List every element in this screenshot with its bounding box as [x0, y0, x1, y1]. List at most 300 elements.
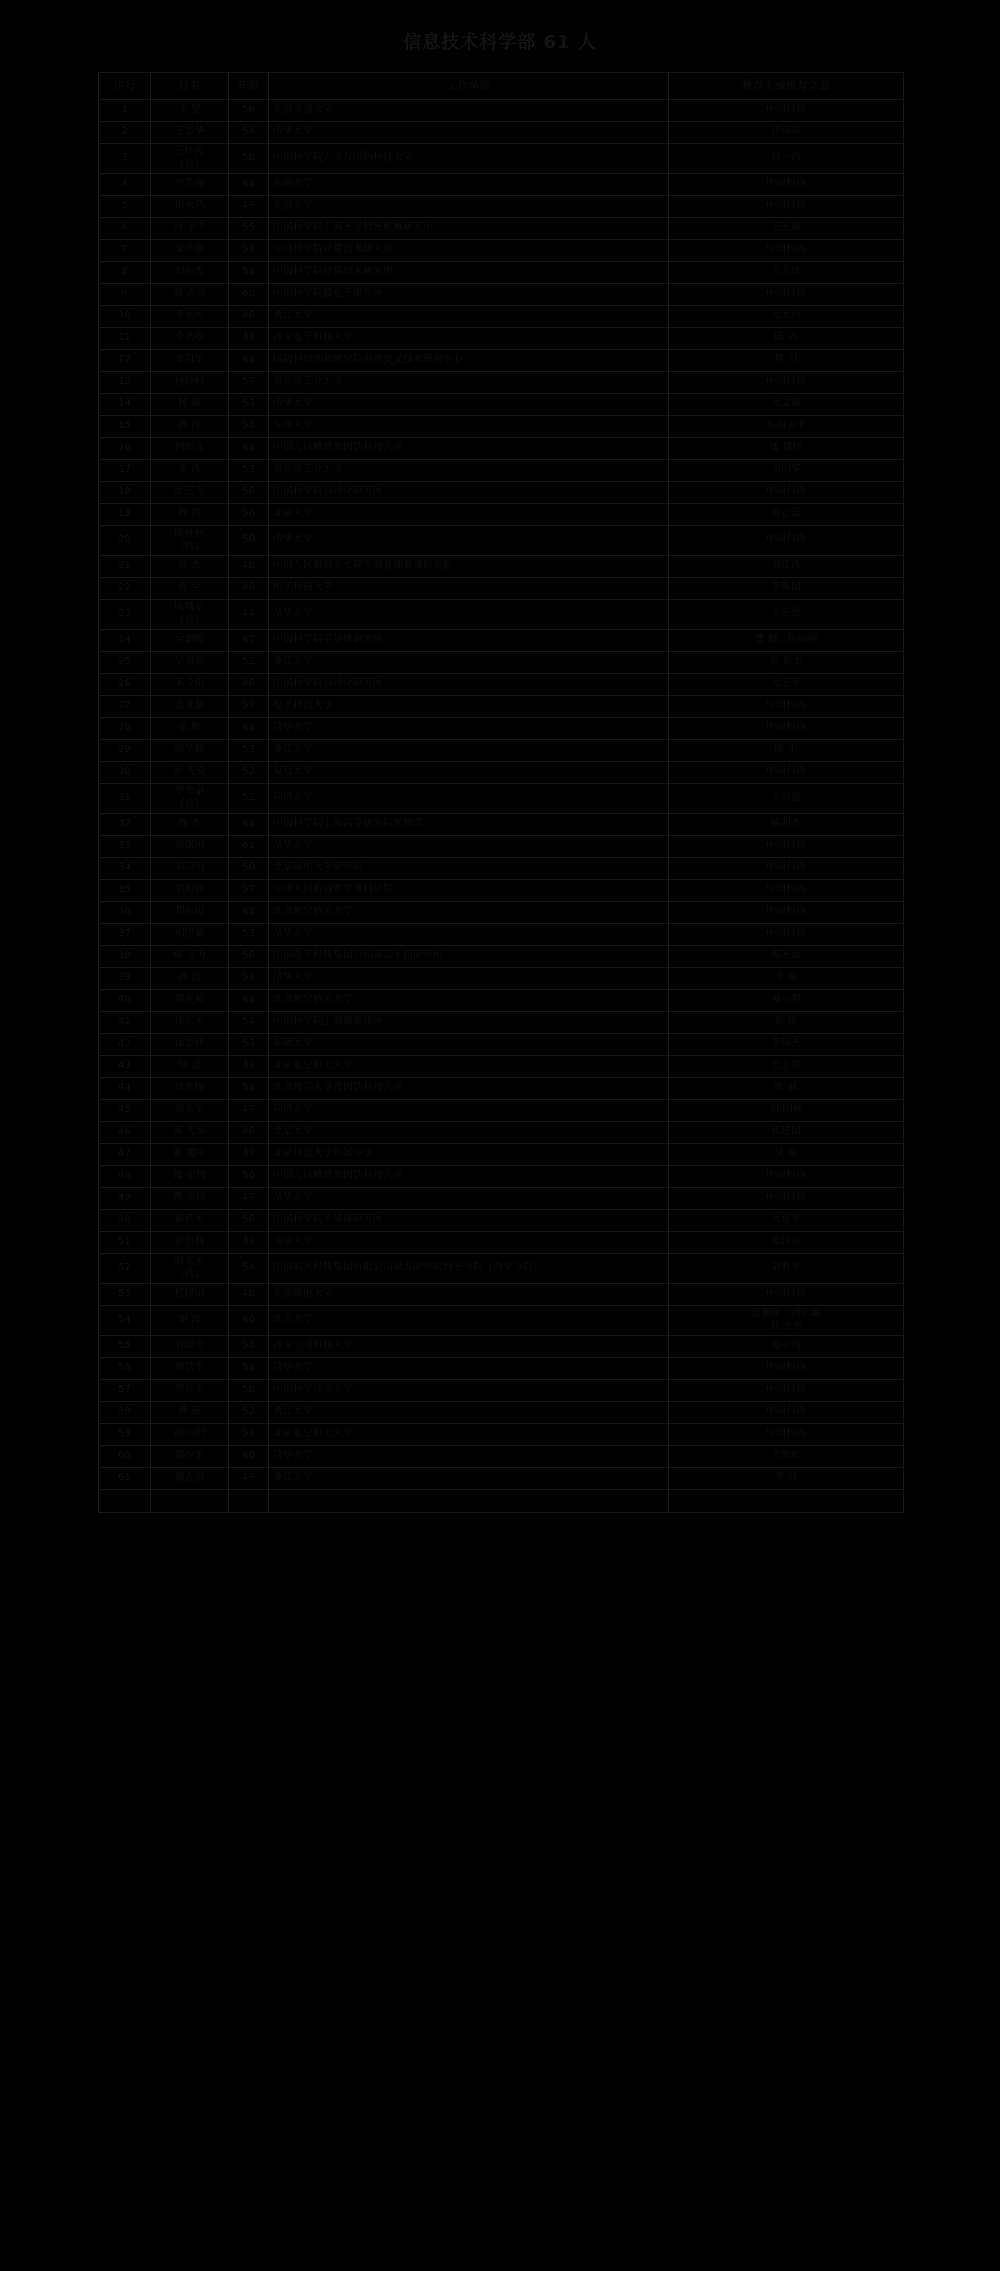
cell-seq: 13: [99, 372, 151, 394]
cell-name: 刘志杰: [151, 262, 229, 284]
cell-recommender: 中国科协: [669, 924, 904, 946]
cell-unit: 清华大学: [269, 122, 669, 144]
cell-unit: 南京大学: [269, 1232, 669, 1254]
column-header-seq: 序号: [99, 73, 151, 100]
cell-recommender: 吴宏军: [669, 674, 904, 696]
table-row: [99, 740, 904, 762]
cell-age: 49: [229, 1468, 269, 1490]
cell-name: 何昭文: [151, 438, 229, 460]
cell-recommender: 中国科协: [669, 1166, 904, 1188]
cell-age: 58: [229, 144, 269, 174]
table-row: [99, 1122, 904, 1144]
table-row: [99, 372, 904, 394]
cell-unit: 浙江大学: [269, 652, 669, 674]
table-row: [99, 836, 904, 858]
cell-age: 48: [229, 902, 269, 924]
cell-recommender: 王光辉: [669, 218, 904, 240]
table-row: [99, 218, 904, 240]
cell-recommender: 中国科协: [669, 902, 904, 924]
cell-age: 52: [229, 762, 269, 784]
cell-name: 杨 涛: [151, 416, 229, 438]
cell-unit: 清华大学: [269, 924, 669, 946]
cell-recommender: 中国科协: [669, 100, 904, 122]
cell-age: 55: [229, 696, 269, 718]
cell-seq: 15: [99, 416, 151, 438]
cell-age: 57: [229, 372, 269, 394]
table-row: [99, 556, 904, 578]
column-header-name: 姓名: [151, 73, 229, 100]
cell-recommender: 东南大学: [669, 416, 904, 438]
table-row: [99, 350, 904, 372]
cell-unit: 北京航空航天大学: [269, 1056, 669, 1078]
cell-unit: 北京师范大学附属中学: [269, 1144, 669, 1166]
spacer-cell: [269, 1490, 669, 1513]
cell-age: 46: [229, 1122, 269, 1144]
cell-recommender: 王国华: [669, 460, 904, 482]
table-header-row: [99, 73, 904, 100]
cell-seq: 58: [99, 1402, 151, 1424]
cell-unit: 东南大学: [269, 416, 669, 438]
cell-age: 56: [229, 504, 269, 526]
table-row: [99, 416, 904, 438]
cell-recommender: 中国科协: [669, 284, 904, 306]
cell-seq: 11: [99, 328, 151, 350]
cell-unit: 东南大学: [269, 1034, 669, 1056]
table-row: [99, 482, 904, 504]
cell-age: 56: [229, 482, 269, 504]
cell-name: 梅 宏伟: [151, 1166, 229, 1188]
cell-age: 52: [229, 652, 269, 674]
cell-seq: 54: [99, 1306, 151, 1336]
cell-age: 50: [229, 858, 269, 880]
cell-recommender: 陈 兴: [669, 328, 904, 350]
table-row: [99, 1284, 904, 1306]
cell-name: 樊邦奎: [151, 1380, 229, 1402]
cell-name: 陈桂林 （兵）: [151, 526, 229, 556]
cell-name: 陈 杰: [151, 556, 229, 578]
cell-recommender: 中国科协: [669, 240, 904, 262]
table-row: [99, 1100, 904, 1122]
cell-name: 贺克斌: [151, 990, 229, 1012]
cell-unit: 清华大学: [269, 600, 669, 630]
cell-recommender: 王宏勇: [669, 600, 904, 630]
cell-unit: 国防科技创新研究院前沿交叉技术研究中心: [269, 350, 669, 372]
cell-age: 61: [229, 836, 269, 858]
table-row: [99, 504, 904, 526]
cell-unit: 清华大学: [269, 1358, 669, 1380]
cell-unit: 中国电子科技集团公司第五十四研究所: [269, 946, 669, 968]
cell-unit: 中国科学院上海高等研究院光源部: [269, 814, 669, 836]
cell-unit: 西安电子科技大学: [269, 328, 669, 350]
cell-unit: 清华大学: [269, 394, 669, 416]
table-row: [99, 262, 904, 284]
cell-recommender: 吴大伟: [669, 306, 904, 328]
cell-recommender: 中国科协: [669, 196, 904, 218]
cell-name: 李劲松: [151, 328, 229, 350]
cell-name: 徐志伟: [151, 1034, 229, 1056]
cell-name: 黄 震宇: [151, 1144, 229, 1166]
cell-name: 张 辉: [151, 718, 229, 740]
cell-unit: 中国科学院上海光学精密机械研究所: [269, 218, 669, 240]
cell-name: 张云飞: [151, 482, 229, 504]
cell-name: 杨 柳: [151, 394, 229, 416]
table-row: [99, 284, 904, 306]
table-row: [99, 990, 904, 1012]
cell-name: 管晓宏: [151, 1336, 229, 1358]
cell-seq: 44: [99, 1078, 151, 1100]
cell-unit: 中国科学院半导体研究所: [269, 1210, 669, 1232]
cell-age: 46: [229, 306, 269, 328]
cell-unit: 浙江大学: [269, 740, 669, 762]
cell-age: 48: [229, 578, 269, 600]
cell-seq: 61: [99, 1468, 151, 1490]
cell-unit: 电子科技大学: [269, 578, 669, 600]
cell-seq: 18: [99, 482, 151, 504]
table-row: [99, 1446, 904, 1468]
cell-age: 56: [229, 100, 269, 122]
cell-recommender: 郭正云: [669, 504, 904, 526]
table-row: [99, 968, 904, 990]
cell-unit: 中国人民解放军火箭军装备部装备研究院: [269, 556, 669, 578]
cell-unit: 清华大学: [269, 526, 669, 556]
cell-recommender: 刘江涛: [669, 556, 904, 578]
table-body: [99, 100, 904, 1513]
cell-seq: 42: [99, 1034, 151, 1056]
cell-recommender: 中国科协: [669, 1358, 904, 1380]
cell-seq: 28: [99, 718, 151, 740]
cell-age: 48: [229, 328, 269, 350]
cell-seq: 27: [99, 696, 151, 718]
cell-seq: 20: [99, 526, 151, 556]
cell-name: 徐宗本: [151, 1012, 229, 1034]
cell-seq: 33: [99, 836, 151, 858]
cell-seq: 47: [99, 1144, 151, 1166]
cell-seq: 14: [99, 394, 151, 416]
cell-recommender: 中国科协: [669, 762, 904, 784]
cell-recommender: 王昌盛: [669, 784, 904, 814]
cell-recommender: 李 成: [669, 1468, 904, 1490]
cell-age: 47: [229, 1100, 269, 1122]
cell-name: 薛向阳: [151, 1424, 229, 1446]
cell-unit: 北京邮电大学: [269, 1284, 669, 1306]
cell-age: 52: [229, 1336, 269, 1358]
cell-name: 王怀民 （兵）: [151, 144, 229, 174]
cell-unit: 西安交通科技大学: [269, 1336, 669, 1358]
cell-recommender: 中国科协: [669, 1402, 904, 1424]
cell-unit: 中国科学院计算技术研究所: [269, 262, 669, 284]
table-row: [99, 1306, 904, 1336]
cell-seq: 57: [99, 1380, 151, 1402]
table-row: [99, 1012, 904, 1034]
cell-unit: 北京邮电大学研究院: [269, 858, 669, 880]
cell-name: 徐 勇: [151, 1056, 229, 1078]
spacer-cell: [229, 1490, 269, 1513]
table-row: [99, 1254, 904, 1284]
cell-unit: 哈尔滨工业大学: [269, 460, 669, 482]
cell-seq: 19: [99, 504, 151, 526]
column-header-recommender: 推荐人或推荐学部: [669, 73, 904, 100]
table-row: [99, 1358, 904, 1380]
cell-seq: 40: [99, 990, 151, 1012]
cell-seq: 59: [99, 1424, 151, 1446]
cell-seq: 10: [99, 306, 151, 328]
cell-unit: 中国科学院微电子研究所: [269, 284, 669, 306]
cell-recommender: 黄 维: [669, 1012, 904, 1034]
cell-recommender: 蔡 卫: [669, 350, 904, 372]
cell-seq: 53: [99, 1284, 151, 1306]
table-row: [99, 1078, 904, 1100]
cell-unit: 浙江大学: [269, 1402, 669, 1424]
cell-recommender: 中国科协: [669, 836, 904, 858]
cell-name: 吴海滨: [151, 652, 229, 674]
cell-seq: 48: [99, 1166, 151, 1188]
cell-seq: 5: [99, 196, 151, 218]
cell-unit: 北京理工大学及国防科技大学: [269, 1078, 669, 1100]
cell-age: 54: [229, 1424, 269, 1446]
cell-age: 53: [229, 924, 269, 946]
cell-recommender: 李维国: [669, 578, 904, 600]
cell-recommender: 中国科协: [669, 696, 904, 718]
cell-name: 崔铁军: [151, 1210, 229, 1232]
cell-unit: 中国人民解放军国防科技大学: [269, 1166, 669, 1188]
table-row: [99, 652, 904, 674]
cell-unit: 中国科学技术大学: [269, 1380, 669, 1402]
cell-age: 56: [229, 1210, 269, 1232]
spacer-cell: [99, 1490, 151, 1513]
cell-name: 李乐民: [151, 306, 229, 328]
cell-unit: 清华大学: [269, 718, 669, 740]
table-row: [99, 122, 904, 144]
cell-seq: 56: [99, 1358, 151, 1380]
cell-recommender: 中国科协: [669, 1424, 904, 1446]
cell-unit: 浙江大学: [269, 306, 669, 328]
cell-seq: 6: [99, 218, 151, 240]
cell-unit: 北京交通大学: [269, 100, 669, 122]
cell-age: 52: [229, 1402, 269, 1424]
cell-name: 周保国: [151, 836, 229, 858]
table-row: [99, 1210, 904, 1232]
cell-recommender: 郭光灿: [669, 946, 904, 968]
cell-name: 曹 兴国: [151, 1188, 229, 1210]
table-row: [99, 762, 904, 784]
cell-age: 49: [229, 196, 269, 218]
cell-name: 吴朝晖: [151, 630, 229, 652]
cell-seq: 31: [99, 784, 151, 814]
table-row: [99, 1424, 904, 1446]
cell-unit: 中国人民解放军国防科技大学: [269, 438, 669, 460]
cell-seq: 36: [99, 902, 151, 924]
cell-name: 罗 先觉: [151, 762, 229, 784]
table-row: [99, 924, 904, 946]
cell-seq: 34: [99, 858, 151, 880]
cell-seq: 30: [99, 762, 151, 784]
cell-name: 相里斌: [151, 924, 229, 946]
table-row: [99, 1468, 904, 1490]
cell-unit: 东南大学: [269, 174, 669, 196]
cell-unit: 哈尔滨工业大学: [269, 372, 669, 394]
table-row: [99, 1188, 904, 1210]
table-row: [99, 880, 904, 902]
cell-seq: 43: [99, 1056, 151, 1078]
cell-age: 49: [229, 990, 269, 1012]
cell-age: 54: [229, 1012, 269, 1034]
table-row: [99, 1402, 904, 1424]
cell-unit: 中国航天科技集团有限公司第五研究院西安分院（西安分院）: [269, 1254, 669, 1284]
cell-unit: 中国科学院半导体研究所: [269, 630, 669, 652]
cell-recommender: 中国科协: [669, 1380, 904, 1402]
cell-unit: 北京航空航天大学: [269, 902, 669, 924]
table-row: [99, 526, 904, 556]
cell-age: 50: [229, 526, 269, 556]
cell-seq: 37: [99, 924, 151, 946]
cell-recommender: 王如松: [669, 1446, 904, 1468]
cell-name: 陈 昊: [151, 578, 229, 600]
cell-unit: 北京大学: [269, 1122, 669, 1144]
cell-name: 王 坚: [151, 100, 229, 122]
cell-name: 尹浩强: [151, 174, 229, 196]
table-row: [99, 1232, 904, 1254]
cell-seq: 32: [99, 814, 151, 836]
cell-recommender: 中国科协: [669, 372, 904, 394]
cell-unit: 北京大学: [269, 1306, 669, 1336]
cell-unit: 中国科学院上海微系统所: [269, 1012, 669, 1034]
cell-unit: 同济大学: [269, 784, 669, 814]
cell-age: 53: [229, 394, 269, 416]
cell-name: 韩光荣 （兵）: [151, 1254, 229, 1284]
cell-seq: 21: [99, 556, 151, 578]
cell-name: 尚学群: [151, 740, 229, 762]
cell-age: 58: [229, 240, 269, 262]
cell-age: 47: [229, 1188, 269, 1210]
table-row: [99, 696, 904, 718]
cell-age: 46: [229, 674, 269, 696]
cell-age: 42: [229, 438, 269, 460]
cell-unit: 北京航空航天大学: [269, 1424, 669, 1446]
cell-name: 郭 光灿: [151, 1122, 229, 1144]
cell-recommender: 刘胜军: [669, 1254, 904, 1284]
spacer-cell: [669, 1490, 904, 1513]
cell-seq: 1: [99, 100, 151, 122]
cell-name: 魏少军: [151, 1446, 229, 1468]
cell-unit: 清华大学: [269, 1446, 669, 1468]
cell-age: 45: [229, 1144, 269, 1166]
cell-name: 张 涛: [151, 460, 229, 482]
cell-name: 柳 万力: [151, 946, 229, 968]
cell-name: 李卫军: [151, 350, 229, 372]
cell-recommender: 任南琪: [669, 122, 904, 144]
cell-seq: 60: [99, 1446, 151, 1468]
table-row: [99, 240, 904, 262]
cell-recommender: 中国科协: [669, 880, 904, 902]
cell-age: 44: [229, 600, 269, 630]
table-row: [99, 460, 904, 482]
table-row: [99, 946, 904, 968]
cell-seq: 22: [99, 578, 151, 600]
cell-recommender: 王大成: [669, 262, 904, 284]
cell-name: 谭铁牛: [151, 1358, 229, 1380]
cell-name: 潘 建: [151, 1402, 229, 1424]
roster-table: [98, 72, 904, 1513]
table-row: [99, 144, 904, 174]
cell-recommender: 中国科协: [669, 526, 904, 556]
cell-seq: 16: [99, 438, 151, 460]
cell-recommender: 吴 亮: [669, 1144, 904, 1166]
cell-unit: 中国人民解放军军事科学院: [269, 880, 669, 902]
cell-seq: 8: [99, 262, 151, 284]
spacer-cell: [151, 1490, 229, 1513]
cell-age: 44: [229, 350, 269, 372]
table-row: [99, 1144, 904, 1166]
cell-recommender: 张 新杰: [669, 652, 904, 674]
table-row: [99, 814, 904, 836]
cell-seq: 49: [99, 1188, 151, 1210]
cell-seq: 24: [99, 630, 151, 652]
cell-seq: 50: [99, 1210, 151, 1232]
cell-recommender: 李 良: [669, 968, 904, 990]
cell-recommender: 中国科协: [669, 1188, 904, 1210]
cell-seq: 7: [99, 240, 151, 262]
cell-age: 44: [229, 718, 269, 740]
cell-seq: 25: [99, 652, 151, 674]
cell-recommender: 陈明杰: [669, 814, 904, 836]
cell-recommender: 张建国: [669, 1122, 904, 1144]
table-row: [99, 438, 904, 460]
cell-age: 48: [229, 1284, 269, 1306]
table-row: [99, 328, 904, 350]
cell-name: 田永鸿: [151, 196, 229, 218]
table-row: [99, 174, 904, 196]
cell-recommender: 吴文俊: [669, 394, 904, 416]
cell-age: 61: [229, 174, 269, 196]
cell-unit: 中国科学院计算技术研究所: [269, 240, 669, 262]
cell-name: 周 杰: [151, 814, 229, 836]
cell-age: 46: [229, 1306, 269, 1336]
cell-seq: 41: [99, 1012, 151, 1034]
cell-recommender: 李国杰: [669, 1034, 904, 1056]
cell-name: 谢 涛: [151, 1306, 229, 1336]
cell-unit: 清华大学: [269, 836, 669, 858]
cell-recommender: 中国科协: [669, 482, 904, 504]
table-row: [99, 306, 904, 328]
cell-unit: 清华大学: [269, 1188, 669, 1210]
cell-name: 陈曙东 （兵）: [151, 600, 229, 630]
cell-unit: 同济大学: [269, 1100, 669, 1122]
cell-age: 52: [229, 416, 269, 438]
cell-seq: 3: [99, 144, 151, 174]
cell-recommender: 中国科协: [669, 1284, 904, 1306]
cell-name: 冯 圣中: [151, 218, 229, 240]
cell-age: 60: [229, 284, 269, 306]
cell-unit: 中国科学院自动化研究所: [269, 674, 669, 696]
cell-recommender: 张 斌: [669, 1078, 904, 1100]
cell-age: 47: [229, 630, 269, 652]
cell-age: 53: [229, 1034, 269, 1056]
cell-unit: 复旦大学: [269, 762, 669, 784]
table-row: [99, 674, 904, 696]
table-row: [99, 1336, 904, 1358]
cell-seq: 12: [99, 350, 151, 372]
table-spacer-row: [99, 1490, 904, 1513]
cell-name: 胡海峰: [151, 880, 229, 902]
cell-age: 54: [229, 1254, 269, 1284]
table-row: [99, 630, 904, 652]
cell-recommender: 周 国栋: [669, 1100, 904, 1122]
cell-seq: 52: [99, 1254, 151, 1284]
cell-name: 杨晓峰: [151, 372, 229, 394]
table-row: [99, 100, 904, 122]
cell-name: 彭志科: [151, 1232, 229, 1254]
cell-name: 程建国: [151, 1284, 229, 1306]
